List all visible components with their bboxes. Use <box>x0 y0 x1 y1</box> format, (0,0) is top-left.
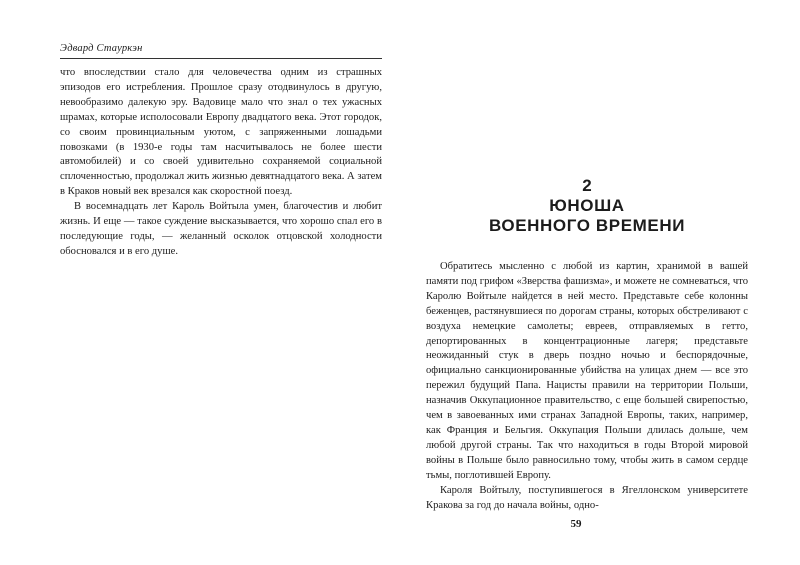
right-paragraph-2: Кароля Войтылу, поступившегося в Ягеллонском университете Кракова за год до начала войны, одно- <box>426 484 748 511</box>
left-paragraph-1: что впоследствии стало для человечества одним из страшных эпизодов его истребления. Прошлое сразу отодвинулось в другую, невообразимо далекую эру. Вадовице мало что знал о тех ужасных шрамах, которые исполосовали Европу двадцатого века. Этот городок, со своим провинциальным уютом, с запряженными лошадьми повозками (в 1930-е годы там насчитывалось не более шести автомобилей) и со своей удивительно сохраняемой социальной сплоченностью, продолжал жить жизнью девятнадцатого века. А затем в Краков новый век врезался как скоростной поезд. <box>60 67 382 198</box>
chapter-number: 2 <box>582 176 592 195</box>
left-page <box>60 42 382 260</box>
chapter-heading <box>426 176 748 236</box>
chapter-title-line-1: ЮНОША <box>549 196 625 215</box>
left-paragraph-2: В восемнадцать лет Кароль Войтыла умен, благочестив и любит жизнь. И еще — такое суждение высказывается, что хорошо спал его в последующие годы, — желанный осколок отцовской холодности обосновался и в его душе. <box>60 201 382 257</box>
right-paragraph-1: Обратитесь мысленно с любой из картин, хранимой в вашей памяти под грифом «Зверства фашизма», и можете не сомневаться, что Каролю Войтыле найдется в ней место. Представьте себе колонны беженцев, растянувшиеся по дорогам страны, которых обстреливают с воздуха немецкие самолеты; евреев, отправляемых в гетто, депортированных в концентрационные лагеря; представьте неожиданный стук в дверь поздно ночью и беспорядочные, официально санкционированные убийства на улицах днем — все это пережил будущий Папа. Нацисты правили на территории Польши, назначив Оккупационное правительство, с еще большей свирепостью, чем в завоеванных ими странах Западной Европы, таких, например, как Франция и Бельгия. Оккупация Польши длилась дольше, чем любой другой страны. Так что находиться в годы Второй мировой войны в Польше было равносильно тому, чтобы жить в самом сердце тьмы, поглотившей Европу. <box>426 261 748 481</box>
chapter-title-line-2: ВОЕННОГО ВРЕМЕНИ <box>488 216 686 235</box>
page-number: 59 <box>570 518 582 530</box>
right-page <box>426 42 748 513</box>
running-head-author: Эдвард Стауркэн <box>60 42 382 59</box>
